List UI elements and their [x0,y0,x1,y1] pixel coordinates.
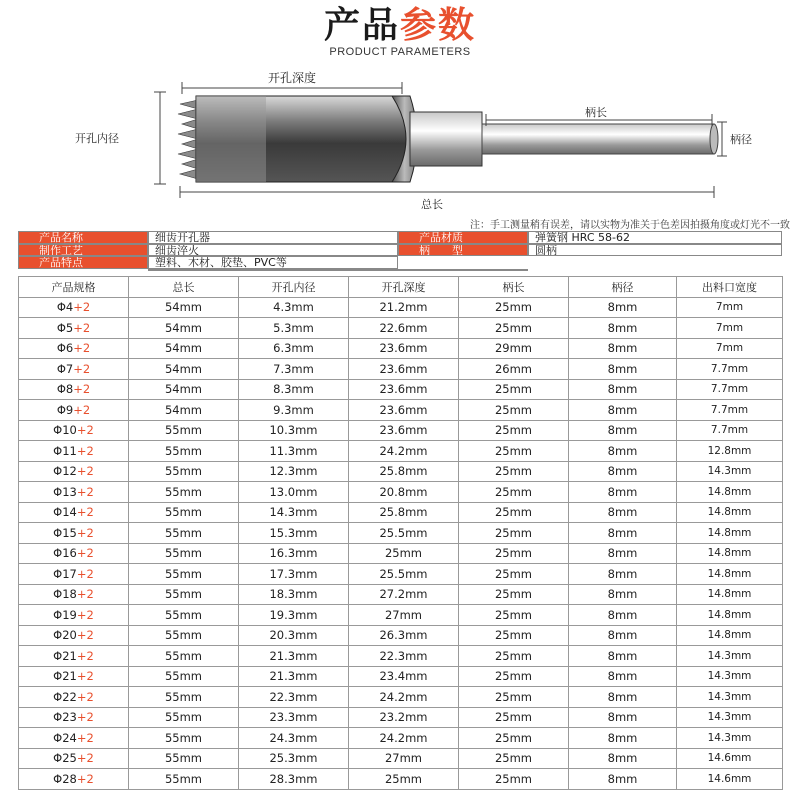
table-row [19,646,783,667]
spec-plus-marker: +2 [76,587,94,602]
cell-shank-diameter: 8mm [569,502,677,523]
page-subtitle: PRODUCT PARAMETERS [329,46,471,58]
cell-inner-diameter: 15.3mm [239,523,349,544]
spec-size: Φ23 [53,710,77,725]
cell-shank-length: 25mm [459,687,569,708]
cell-inner-diameter: 12.3mm [239,461,349,482]
cell-spec [19,523,129,544]
cell-spec [19,584,129,605]
cell-total-length: 55mm [129,461,239,482]
cell-shank-diameter: 8mm [569,441,677,462]
cell-outlet-width: 7mm [677,338,783,359]
cell-shank-length: 25mm [459,482,569,503]
table-body [19,297,783,789]
title-dark-part: 产品 [323,5,400,46]
spec-name-label: 产品名称 [18,231,148,244]
cell-inner-diameter: 21.3mm [239,666,349,687]
cell-shank-length: 25mm [459,502,569,523]
cell-outlet-width: 14.3mm [677,646,783,667]
header-shank-length: 柄长 [459,277,569,298]
cell-shank-length: 25mm [459,666,569,687]
cell-shank-diameter: 8mm [569,646,677,667]
cell-spec [19,646,129,667]
cell-shank-diameter: 8mm [569,625,677,646]
table-row [19,584,783,605]
cell-spec [19,564,129,585]
cell-outlet-width: 14.3mm [677,687,783,708]
cell-depth: 23.6mm [349,359,459,380]
table-row [19,318,783,339]
shank-diameter-label: 柄径 [730,133,752,146]
cell-spec [19,502,129,523]
spec-size: Φ19 [53,607,77,622]
cell-total-length: 55mm [129,687,239,708]
cell-spec [19,482,129,503]
cell-outlet-width: 14.3mm [677,666,783,687]
cell-spec [19,728,129,749]
spec-size: Φ21 [53,669,77,684]
cell-depth: 25mm [349,543,459,564]
spec-size: Φ10 [53,423,77,438]
shank [482,124,714,154]
cell-inner-diameter: 4.3mm [239,297,349,318]
cell-spec [19,379,129,400]
cell-depth: 22.6mm [349,318,459,339]
cell-shank-diameter: 8mm [569,318,677,339]
cell-shank-diameter: 8mm [569,379,677,400]
cell-shank-length: 25mm [459,379,569,400]
spec-plus-marker: +2 [76,628,94,643]
header-outlet-width: 出料口宽度 [677,277,783,298]
spec-plus-marker: +2 [73,320,91,335]
cell-spec [19,687,129,708]
cell-depth: 25.8mm [349,461,459,482]
cell-depth: 22.3mm [349,646,459,667]
cell-shank-length: 25mm [459,625,569,646]
cell-inner-diameter: 24.3mm [239,728,349,749]
cell-spec [19,707,129,728]
spec-size: Φ12 [53,464,77,479]
spec-plus-marker: +2 [76,648,94,663]
saw-front-band [196,96,266,182]
cell-inner-diameter: 22.3mm [239,687,349,708]
cell-inner-diameter: 20.3mm [239,625,349,646]
cell-inner-diameter: 18.3mm [239,584,349,605]
cell-shank-length: 26mm [459,359,569,380]
spec-plus-marker: +2 [76,607,94,622]
cell-spec [19,338,129,359]
cell-depth: 27mm [349,605,459,626]
cell-shank-length: 25mm [459,646,569,667]
spec-plus-marker: +2 [76,484,94,499]
cell-outlet-width: 14.8mm [677,584,783,605]
cell-shank-diameter: 8mm [569,543,677,564]
cell-outlet-width: 14.8mm [677,502,783,523]
header-spec: 产品规格 [19,277,129,298]
cell-total-length: 55mm [129,523,239,544]
depth-label: 开孔深度 [267,71,317,85]
cell-inner-diameter: 25.3mm [239,748,349,769]
cell-total-length: 55mm [129,564,239,585]
spec-plus-marker: +2 [76,546,94,561]
cell-inner-diameter: 8.3mm [239,379,349,400]
cell-shank-diameter: 8mm [569,687,677,708]
header-depth: 开孔深度 [349,277,459,298]
page-header [0,0,800,58]
cell-shank-diameter: 8mm [569,584,677,605]
cell-shank-length: 25mm [459,605,569,626]
cell-shank-diameter: 8mm [569,605,677,626]
cell-outlet-width: 7.7mm [677,359,783,380]
cell-depth: 25.5mm [349,564,459,585]
spec-size: Φ25 [53,751,77,766]
spec-plus-marker: +2 [73,382,91,397]
cell-total-length: 55mm [129,605,239,626]
cell-depth: 25.5mm [349,523,459,544]
cell-total-length: 55mm [129,584,239,605]
cell-shank-diameter: 8mm [569,338,677,359]
cell-depth: 25.8mm [349,502,459,523]
spec-plus-marker: +2 [76,505,94,520]
spec-size: Φ6 [56,341,74,356]
cell-shank-length: 25mm [459,297,569,318]
cell-depth: 23.6mm [349,338,459,359]
cell-shank-diameter: 8mm [569,748,677,769]
cell-shank-length: 25mm [459,748,569,769]
table-row [19,687,783,708]
cell-shank-length: 25mm [459,769,569,790]
cell-shank-length: 25mm [459,400,569,421]
table-row [19,461,783,482]
spec-size: Φ18 [53,587,77,602]
spec-process-label: 制作工艺 [18,244,148,256]
spec-plus-marker: +2 [76,710,94,725]
cell-outlet-width: 14.3mm [677,461,783,482]
spec-size: Φ24 [53,730,77,745]
cell-depth: 23.6mm [349,379,459,400]
spec-size: Φ7 [56,361,74,376]
cell-depth: 24.2mm [349,728,459,749]
cell-outlet-width: 7mm [677,318,783,339]
spec-plus-marker: +2 [73,402,91,417]
spec-plus-marker: +2 [76,443,94,458]
spec-plus-marker: +2 [76,689,94,704]
cell-total-length: 54mm [129,297,239,318]
cell-spec [19,441,129,462]
cell-inner-diameter: 19.3mm [239,605,349,626]
spec-material-value: 弹簧钢 HRC 58-62 [528,231,782,244]
cell-spec [19,666,129,687]
cell-shank-length: 25mm [459,461,569,482]
cell-inner-diameter: 13.0mm [239,482,349,503]
spec-shank-label: 柄 型 [398,244,528,256]
cell-outlet-width: 14.8mm [677,523,783,544]
table-row [19,543,783,564]
cell-spec [19,420,129,441]
cell-total-length: 55mm [129,769,239,790]
cell-total-length: 55mm [129,707,239,728]
spec-plus-marker: +2 [76,730,94,745]
cell-total-length: 55mm [129,625,239,646]
header-inner-diameter: 开孔内径 [239,277,349,298]
header-shank-diameter: 柄径 [569,277,677,298]
spec-size: Φ16 [53,546,77,561]
cell-outlet-width: 14.6mm [677,748,783,769]
spec-feature-label: 产品特点 [18,256,148,269]
cell-depth: 24.2mm [349,441,459,462]
spec-plus-marker: +2 [76,566,94,581]
spec-size: Φ11 [53,443,77,458]
cell-spec [19,359,129,380]
cell-depth: 27mm [349,748,459,769]
cell-outlet-width: 7.7mm [677,420,783,441]
table-row [19,297,783,318]
cell-spec [19,461,129,482]
cell-outlet-width: 14.3mm [677,707,783,728]
cell-depth: 25mm [349,769,459,790]
cell-outlet-width: 12.8mm [677,441,783,462]
cell-total-length: 55mm [129,420,239,441]
spec-plus-marker: +2 [76,771,94,786]
table-row [19,379,783,400]
cell-total-length: 55mm [129,441,239,462]
spec-size: Φ9 [56,402,74,417]
cell-outlet-width: 14.8mm [677,543,783,564]
table-row [19,400,783,421]
cell-total-length: 55mm [129,646,239,667]
table-row [19,523,783,544]
cell-shank-length: 25mm [459,584,569,605]
spec-size: Φ13 [53,484,77,499]
table-row [19,605,783,626]
total-length-label: 总长 [421,198,443,211]
cell-shank-length: 25mm [459,707,569,728]
cell-spec [19,605,129,626]
cell-shank-diameter: 8mm [569,666,677,687]
cell-inner-diameter: 6.3mm [239,338,349,359]
cell-shank-diameter: 8mm [569,482,677,503]
cell-spec [19,543,129,564]
cell-outlet-width: 7.7mm [677,379,783,400]
cell-shank-diameter: 8mm [569,400,677,421]
cell-spec [19,769,129,790]
cell-inner-diameter: 5.3mm [239,318,349,339]
cell-outlet-width: 14.8mm [677,482,783,503]
cell-total-length: 55mm [129,666,239,687]
cell-spec [19,318,129,339]
spec-size: Φ28 [53,771,77,786]
spec-plus-marker: +2 [73,341,91,356]
cell-shank-diameter: 8mm [569,728,677,749]
table-row [19,564,783,585]
table-row [19,666,783,687]
cell-total-length: 55mm [129,543,239,564]
table-row [19,748,783,769]
cell-shank-diameter: 8mm [569,707,677,728]
table-row [19,441,783,462]
inner-diameter-dimension [154,92,166,184]
cell-depth: 27.2mm [349,584,459,605]
spec-size: Φ17 [53,566,77,581]
hole-saw-diagram [0,62,800,212]
cell-depth: 20.8mm [349,482,459,503]
spec-size: Φ8 [56,382,74,397]
table-row [19,420,783,441]
spec-plus-marker: +2 [76,751,94,766]
spec-size: Φ21 [53,648,77,663]
cell-total-length: 54mm [129,338,239,359]
cell-shank-diameter: 8mm [569,523,677,544]
spec-size: Φ5 [56,320,74,335]
cell-depth: 23.6mm [349,400,459,421]
spec-shank-value: 圆柄 [528,244,782,256]
cell-depth: 26.3mm [349,625,459,646]
spec-plus-marker: +2 [73,361,91,376]
spec-plus-marker: +2 [76,464,94,479]
cell-total-length: 54mm [129,318,239,339]
cell-shank-length: 25mm [459,420,569,441]
cell-outlet-width: 7.7mm [677,400,783,421]
cell-total-length: 54mm [129,379,239,400]
cell-inner-diameter: 16.3mm [239,543,349,564]
cell-total-length: 55mm [129,748,239,769]
cell-total-length: 55mm [129,502,239,523]
spec-material-label: 产品材质 [398,231,528,244]
spec-plus-marker: +2 [76,669,94,684]
cell-shank-length: 25mm [459,523,569,544]
cell-total-length: 55mm [129,728,239,749]
cell-shank-length: 25mm [459,318,569,339]
cell-inner-diameter: 23.3mm [239,707,349,728]
table-row [19,707,783,728]
cell-shank-diameter: 8mm [569,769,677,790]
cell-depth: 23.6mm [349,420,459,441]
shank-length-label: 柄长 [585,106,607,119]
spec-size: Φ14 [53,505,77,520]
cell-total-length: 54mm [129,400,239,421]
cell-depth: 23.4mm [349,666,459,687]
cell-inner-diameter: 14.3mm [239,502,349,523]
spec-plus-marker: +2 [76,423,94,438]
cell-inner-diameter: 11.3mm [239,441,349,462]
spec-size: Φ22 [53,689,77,704]
spec-size: Φ4 [56,300,74,315]
cell-total-length: 55mm [129,482,239,503]
table-row [19,728,783,749]
spec-name-value: 细齿开孔器 [148,231,398,244]
cell-inner-diameter: 17.3mm [239,564,349,585]
spec-feature-highlight [148,269,528,271]
measurement-note: 注：手工测量稍有误差，请以实物为准关于色差因拍摄角度或灯光不一致 [470,220,790,231]
cell-shank-diameter: 8mm [569,297,677,318]
cell-outlet-width: 14.8mm [677,564,783,585]
cell-outlet-width: 14.6mm [677,769,783,790]
cell-inner-diameter: 21.3mm [239,646,349,667]
shank-end [710,124,718,154]
cell-spec [19,748,129,769]
collar [410,112,482,166]
spec-plus-marker: +2 [76,525,94,540]
cell-inner-diameter: 9.3mm [239,400,349,421]
cell-shank-length: 25mm [459,441,569,462]
cell-outlet-width: 7mm [677,297,783,318]
cell-depth: 24.2mm [349,687,459,708]
cell-shank-diameter: 8mm [569,420,677,441]
saw-teeth [178,100,198,179]
spec-plus-marker: +2 [73,300,91,315]
table-row [19,625,783,646]
total-length-dimension [180,186,714,198]
spec-grid [18,231,782,269]
cell-outlet-width: 14.8mm [677,605,783,626]
cell-spec [19,297,129,318]
cell-shank-length: 25mm [459,543,569,564]
table-row [19,359,783,380]
cell-total-length: 54mm [129,359,239,380]
cell-shank-diameter: 8mm [569,461,677,482]
title-accent-part: 参数 [400,5,477,46]
cell-spec [19,400,129,421]
cell-shank-length: 29mm [459,338,569,359]
spec-feature-value: 塑料、木材、胶垫、PVC等 [148,256,398,269]
cell-outlet-width: 14.3mm [677,728,783,749]
cell-shank-length: 25mm [459,564,569,585]
cell-depth: 21.2mm [349,297,459,318]
cell-outlet-width: 14.8mm [677,625,783,646]
cell-shank-length: 25mm [459,728,569,749]
table-header-row [19,277,783,298]
cell-inner-diameter: 28.3mm [239,769,349,790]
cell-depth: 23.2mm [349,707,459,728]
cell-inner-diameter: 10.3mm [239,420,349,441]
table-row [19,502,783,523]
table-row [19,482,783,503]
spec-size: Φ15 [53,525,77,540]
parameter-table [18,276,783,790]
cell-shank-diameter: 8mm [569,359,677,380]
spec-process-value: 细齿淬火 [148,244,398,256]
inner-diameter-label: 开孔内径 [75,132,119,145]
page-title [0,4,800,48]
spec-size: Φ20 [53,628,77,643]
cell-spec [19,625,129,646]
cell-shank-diameter: 8mm [569,564,677,585]
cell-inner-diameter: 7.3mm [239,359,349,380]
table-row [19,338,783,359]
header-total-length: 总长 [129,277,239,298]
table-row [19,769,783,790]
